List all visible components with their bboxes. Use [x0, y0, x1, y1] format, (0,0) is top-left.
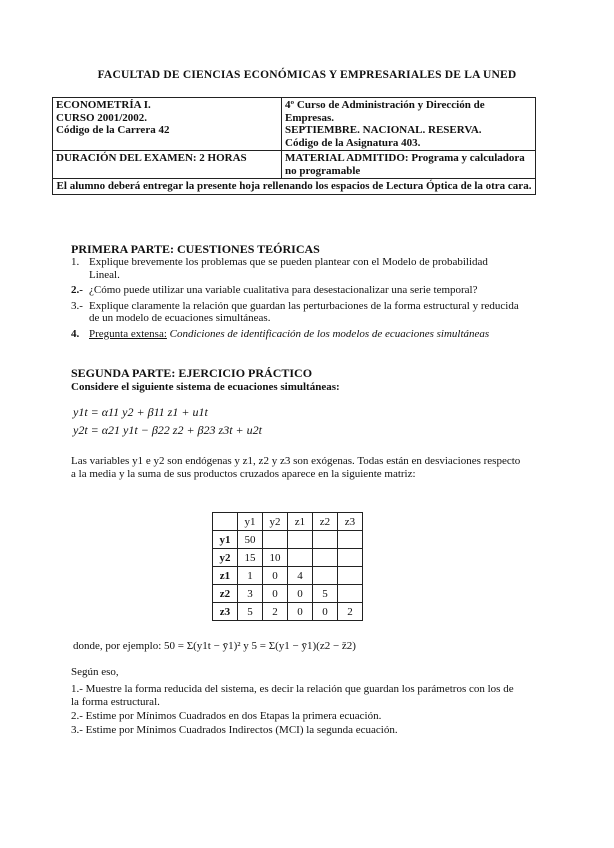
question-2: 2.- ¿Cómo puede utilizar una variable cualitativa para desestacionalizar una serie temporal? [71, 284, 478, 296]
matrix-cell [338, 567, 363, 585]
matrix-row-header: y2 [213, 549, 238, 567]
notice: El alumno deberá entregar la presente hoja rellenando los espacios de Lectura Óptica de la otra cara. [53, 179, 536, 195]
matrix-cell: 0 [263, 585, 288, 603]
question-4: 4. Pregunta extensa: Condiciones de identificación de los modelos de ecuaciones simultáneas [71, 327, 490, 340]
example-formula: donde, por ejemplo: 50 = Σ(y1t − ȳ1)² y 5 = Σ(y1 − ȳ1)(z2 − z̄2) [73, 640, 356, 652]
material-cell [282, 151, 536, 179]
matrix-row-header: y1 [213, 531, 238, 549]
matrix-row-header: z3 [213, 603, 238, 621]
session: SEPTIEMBRE. NACIONAL. RESERVA. [285, 124, 482, 136]
subject-code: Código de la Asignatura 403. [285, 136, 421, 149]
question-list [71, 256, 521, 340]
matrix-cell: 10 [263, 549, 288, 567]
task-2: 2.- Estime por Mínimos Cuadrados en dos Etapas la primera ecuación. [71, 710, 382, 722]
part2-subtitle: Considere el siguiente sistema de ecuaciones simultáneas: [71, 381, 340, 393]
course-year: CURSO 2001/2002. [56, 111, 148, 124]
matrix-cell: 5 [313, 585, 338, 603]
matrix-header-row [213, 513, 363, 531]
matrix-cell: 1 [238, 567, 263, 585]
part2-title: SEGUNDA PARTE: EJERCICIO PRÁCTICO [71, 366, 313, 380]
part1-title: PRIMERA PARTE: CUESTIONES TEÓRICAS [71, 242, 320, 256]
task-1: 1.- Muestre la forma reducida del sistema, es decir la relación que guardan los parámetros con los de la forma estructural. [71, 683, 514, 708]
segun-eso: Según eso, [71, 666, 119, 678]
variables-paragraph: Las variables y1 e y2 son endógenas y z1, z2 y z3 son exógenas. Todas están en desviaciones respecto a la media y la suma de sus productos cruzados aparece en la siguiente matriz: [71, 455, 521, 480]
matrix-cell: 2 [263, 603, 288, 621]
matrix-cell [338, 585, 363, 603]
course-cell [53, 98, 282, 151]
matrix-col-header: y2 [263, 513, 288, 531]
matrix-cell: 3 [238, 585, 263, 603]
equation-2: y2t = α21 y1t − β22 z2 + β23 z3t + u2t [73, 423, 262, 437]
exam-duration: DURACIÓN DEL EXAMEN: 2 HORAS [53, 151, 282, 179]
matrix-col-header: z3 [338, 513, 363, 531]
degree-name: 4º Curso de Administración y Dirección de Empresas. [285, 99, 485, 124]
task-3: 3.- Estime por Mínimos Cuadrados Indirectos (MCI) la segunda ecuación. [71, 724, 398, 736]
faculty-title: FACULTAD DE CIENCIAS ECONÓMICAS Y EMPRESARIALES DE LA UNED [97, 69, 517, 81]
matrix-col-header: z1 [288, 513, 313, 531]
matrix-cell: 0 [288, 603, 313, 621]
matrix-row [213, 567, 363, 585]
matrix-cell [288, 531, 313, 549]
matrix-cell [313, 567, 338, 585]
material-value: Programa y calculadora no programable [285, 152, 525, 177]
matrix-col-header: z2 [313, 513, 338, 531]
career-code: Código de la Carrera 42 [56, 124, 170, 136]
course-name: ECONOMETRÍA I. [56, 99, 151, 111]
matrix-row-header: z1 [213, 567, 238, 585]
matrix-row [213, 585, 363, 603]
matrix-cell [263, 531, 288, 549]
matrix-cell: 5 [238, 603, 263, 621]
matrix-cell: 0 [288, 585, 313, 603]
matrix-cell: 2 [338, 603, 363, 621]
matrix-row [213, 531, 363, 549]
matrix-corner [213, 513, 238, 531]
matrix-cell: 15 [238, 549, 263, 567]
matrix-cell [288, 549, 313, 567]
matrix-cell: 4 [288, 567, 313, 585]
matrix-row [213, 549, 363, 567]
question-1: 1. Explique brevemente los problemas que se pueden plantear con el Modelo de probabilidad Lineal. [71, 256, 488, 281]
question-3: 3.- Explique claramente la relación que guardan las perturbaciones de la forma estructural y reducida de un modelo de ecuaciones simultáneas. [71, 299, 519, 324]
matrix-cell: 50 [238, 531, 263, 549]
matrix-cell [313, 549, 338, 567]
matrix-col-header: y1 [238, 513, 263, 531]
matrix-cell [338, 549, 363, 567]
degree-cell [282, 98, 536, 151]
matrix-cell [313, 531, 338, 549]
material-label: MATERIAL ADMITIDO: [285, 152, 409, 164]
matrix-cell [338, 531, 363, 549]
exam-header-table [52, 97, 536, 195]
matrix-cell: 0 [313, 603, 338, 621]
matrix-cell: 0 [263, 567, 288, 585]
q4-text: Condiciones de identificación de los modelos de ecuaciones simultáneas [166, 327, 490, 340]
q4-label: Pregunta extensa: [89, 327, 167, 340]
cross-products-matrix [212, 512, 363, 621]
equation-1: y1t = α11 y2 + β11 z1 + u1t [73, 405, 208, 419]
matrix-row [213, 603, 363, 621]
matrix-row-header: z2 [213, 585, 238, 603]
